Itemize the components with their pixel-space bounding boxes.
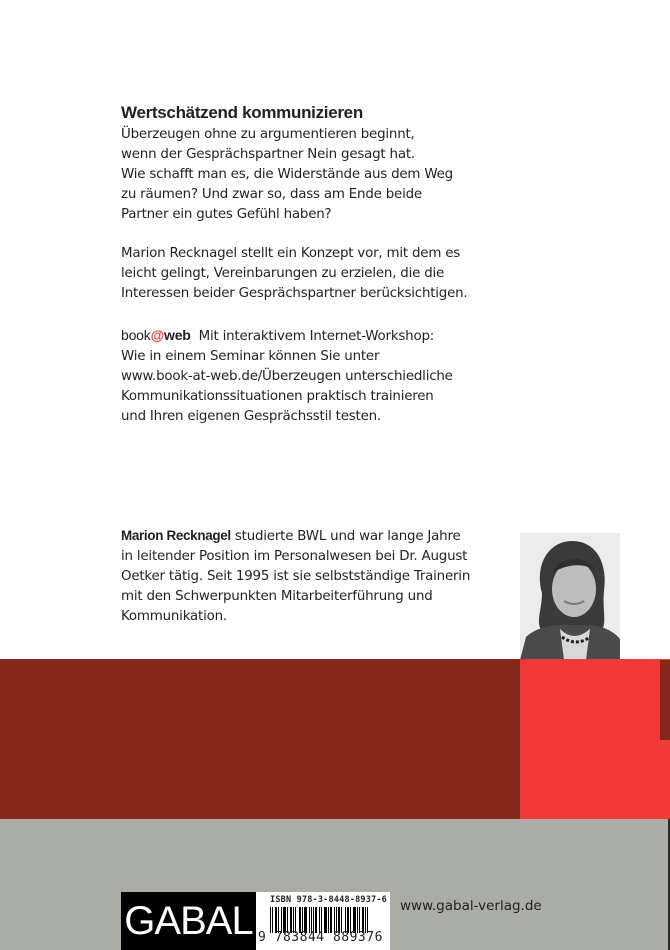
ean-digits: 9 783844 889376 [258, 930, 383, 945]
intro-line: Wie schafft man es, die Widerstände aus dem Weg [121, 167, 453, 182]
bookatweb-first-line [121, 325, 541, 347]
intro-line: Partner ein gutes Gefühl haben? [121, 207, 332, 222]
publisher-website-link[interactable]: www.gabal-verlag.de [400, 898, 542, 914]
bright-red-block [520, 659, 670, 819]
bookatweb-paragraph [121, 325, 541, 427]
concept-line: Interessen beider Gesprächspartner berücksichtigen. [121, 286, 468, 301]
concept-paragraph [121, 244, 541, 304]
intro-line: zu räumen? Und zwar so, dass am Ende beide [121, 187, 422, 202]
bookatweb-line: www.book-at-web.de/Überzeugen unterschiedliche [121, 369, 453, 384]
isbn-text: ISBN 978-3-8448-8937-6 [270, 895, 387, 905]
portrait-icon [520, 533, 620, 660]
logo-web: web [164, 327, 191, 343]
dark-red-edge-strip [660, 660, 670, 740]
author-bio [121, 526, 521, 627]
author-line: in leitender Position im Personalwesen bei Dr. August [121, 549, 468, 564]
logo-book: book [121, 327, 151, 343]
publisher-logo: GABAL [121, 892, 256, 950]
bookatweb-line: und Ihren eigenen Gesprächsstil testen. [121, 409, 381, 424]
author-line: mit den Schwerpunkten Mitarbeiterführung und [121, 589, 433, 604]
author-photo [520, 533, 620, 660]
bookatweb-line: Kommunikationssituationen praktisch trainieren [121, 389, 434, 404]
concept-line: leicht gelingt, Vereinbarungen zu erzielen, die die [121, 266, 445, 281]
author-line-rest: studierte BWL und war lange Jahre [230, 529, 461, 544]
author-line: Oetker tätig. Seit 1995 ist sie selbstständige Trainerin [121, 569, 471, 584]
bookatweb-logo [121, 327, 191, 343]
intro-line: Überzeugen ohne zu argumentieren beginnt, [121, 127, 415, 142]
intro-line: wenn der Gesprächspartner Nein gesagt hat. [121, 147, 415, 162]
logo-at-icon: @ [150, 327, 165, 343]
bookatweb-line: Wie in einem Seminar können Sie unter [121, 349, 380, 364]
author-line: Kommunikation. [121, 609, 227, 624]
intro-paragraph [121, 125, 541, 225]
concept-line: Marion Recknagel stellt ein Konzept vor, mit dem es [121, 246, 461, 261]
author-first-line [121, 526, 521, 547]
author-name: Marion Recknagel [121, 528, 231, 543]
blurb-title: Wertschätzend kommunizieren [121, 103, 363, 122]
barcode [256, 892, 390, 950]
bookatweb-lead: Mit interaktivem Internet-Workshop: [198, 329, 435, 344]
